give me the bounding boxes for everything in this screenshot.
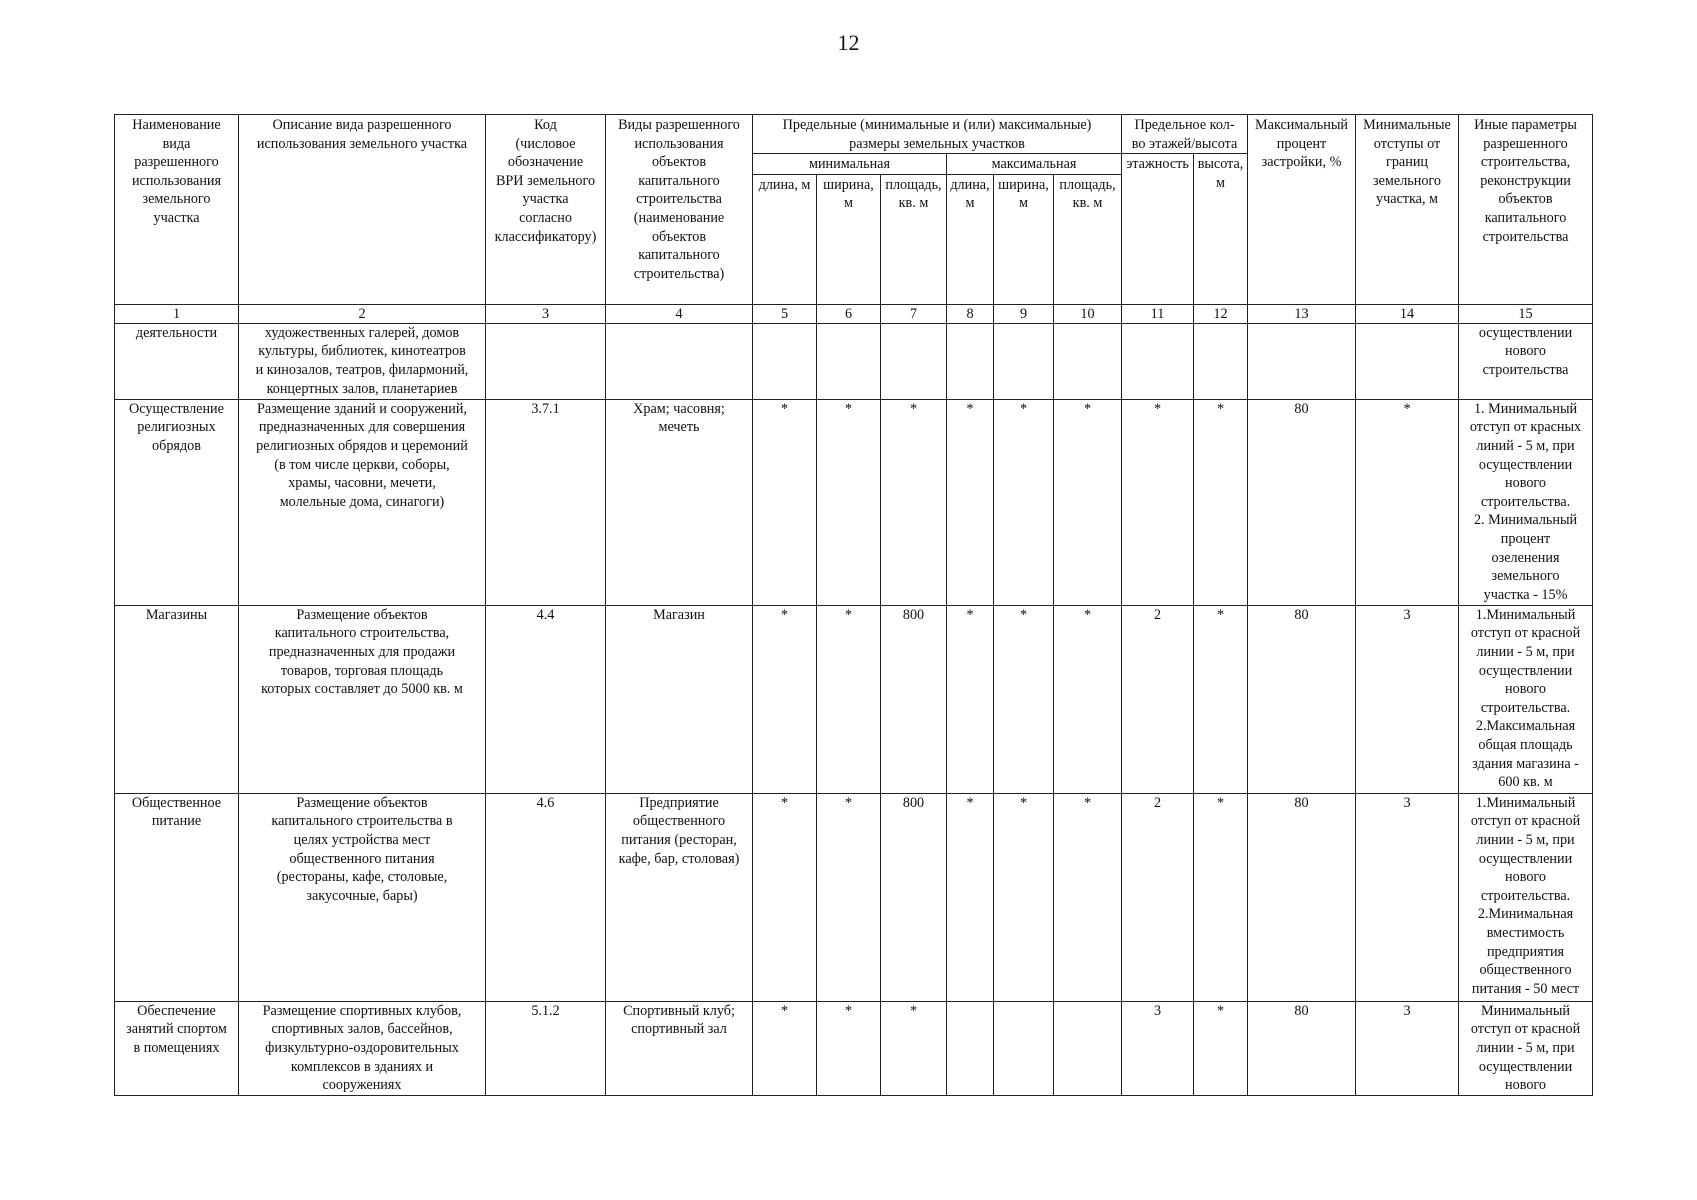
zoning-table (114, 114, 1593, 1096)
cell-other-parameters: 1. Минимальный отступ от красных линий - 5 м, при осуществлении нового строительства. 2. Минимальный процент озеленения земельного участка - 15% (1459, 399, 1593, 605)
header-max-length: длина, м (947, 174, 994, 304)
column-number: 8 (947, 304, 994, 323)
cell-height (1194, 323, 1248, 399)
column-numbers-row (115, 304, 1593, 323)
table-row (115, 605, 1593, 793)
header-vri-name: Наименование вида разрешенного использования земельного участка (115, 115, 239, 305)
cell-min-setbacks: 3 (1356, 605, 1459, 793)
header-min-width: ширина, м (817, 174, 881, 304)
cell-floors: 3 (1122, 1001, 1194, 1095)
page-number: 12 (837, 30, 860, 55)
cell-max-coverage: 80 (1248, 399, 1356, 605)
cell-min-width: * (817, 605, 881, 793)
cell-max-area: * (1054, 605, 1122, 793)
cell-other-parameters: осуществлении нового строительства (1459, 323, 1593, 399)
column-number: 11 (1122, 304, 1194, 323)
cell-other-parameters: 1.Минимальный отступ от красной линии - 5 м, при осуществлении нового строительства. 2.Минимальная вместимость предприятия общественного питания - 50 мест (1459, 793, 1593, 1001)
column-number: 12 (1194, 304, 1248, 323)
cell-min-length: * (753, 605, 817, 793)
column-number: 9 (994, 304, 1054, 323)
table-body (115, 323, 1593, 1095)
cell-max-area: * (1054, 399, 1122, 605)
cell-vri-name: Обеспечение занятий спортом в помещениях (115, 1001, 239, 1095)
table-row (115, 399, 1593, 605)
cell-height: * (1194, 1001, 1248, 1095)
cell-min-area: * (881, 399, 947, 605)
cell-max-length: * (947, 605, 994, 793)
cell-vri-code: 4.4 (486, 605, 606, 793)
table-row (115, 1001, 1593, 1095)
cell-min-width (817, 323, 881, 399)
header-height: высота, м (1194, 154, 1248, 305)
cell-max-area: * (1054, 793, 1122, 1001)
cell-vri-name: Магазины (115, 605, 239, 793)
header-min-length: длина, м (753, 174, 817, 304)
cell-height: * (1194, 793, 1248, 1001)
cell-max-coverage: 80 (1248, 605, 1356, 793)
cell-max-width: * (994, 793, 1054, 1001)
header-max-coverage: Максимальный процент застройки, % (1248, 115, 1356, 305)
cell-min-area: * (881, 1001, 947, 1095)
cell-max-coverage: 80 (1248, 793, 1356, 1001)
cell-min-length (753, 323, 817, 399)
cell-other-parameters: Минимальный отступ от красной линии - 5 м, при осуществлении нового (1459, 1001, 1593, 1095)
cell-oks-types: Спортивный клуб; спортивный зал (606, 1001, 753, 1095)
cell-min-width: * (817, 1001, 881, 1095)
cell-min-setbacks (1356, 323, 1459, 399)
header-plot-size-limits: Предельные (минимальные и (или) максимальные) размеры земельных участков (753, 115, 1122, 154)
cell-vri-description: Размещение зданий и сооружений, предназначенных для совершения религиозных обрядов и церемоний (в том числе церкви, соборы, храмы, часовни, мечети, молельные дома, синагоги) (239, 399, 486, 605)
table-row (115, 323, 1593, 399)
cell-vri-code (486, 323, 606, 399)
cell-oks-types: Магазин (606, 605, 753, 793)
cell-vri-description: художественных галерей, домов культуры, библиотек, кинотеатров и кинозалов, театров, филармоний, концертных залов, планетариев (239, 323, 486, 399)
column-number: 13 (1248, 304, 1356, 323)
cell-min-area: 800 (881, 605, 947, 793)
cell-vri-code: 3.7.1 (486, 399, 606, 605)
header-floors-height-limits: Предельное кол- во этажей/высота (1122, 115, 1248, 154)
cell-floors: 2 (1122, 793, 1194, 1001)
cell-min-length: * (753, 793, 817, 1001)
cell-oks-types: Храм; часовня; мечеть (606, 399, 753, 605)
cell-min-setbacks: * (1356, 399, 1459, 605)
header-other-parameters: Иные параметры разрешенного строительства, реконструкции объектов капитального строительства (1459, 115, 1593, 305)
cell-max-length (947, 1001, 994, 1095)
cell-max-area (1054, 323, 1122, 399)
column-number: 4 (606, 304, 753, 323)
cell-vri-name: Общественное питание (115, 793, 239, 1001)
cell-oks-types: Предприятие общественного питания (ресторан, кафе, бар, столовая) (606, 793, 753, 1001)
cell-vri-code: 5.1.2 (486, 1001, 606, 1095)
cell-max-width (994, 323, 1054, 399)
column-number: 7 (881, 304, 947, 323)
header-vri-description: Описание вида разрешенного использования земельного участка (239, 115, 486, 305)
cell-min-area (881, 323, 947, 399)
column-number: 1 (115, 304, 239, 323)
cell-oks-types (606, 323, 753, 399)
table-header (115, 115, 1593, 324)
cell-min-setbacks: 3 (1356, 793, 1459, 1001)
cell-max-length: * (947, 399, 994, 605)
cell-max-coverage (1248, 323, 1356, 399)
header-max-width: ширина, м (994, 174, 1054, 304)
cell-height: * (1194, 399, 1248, 605)
table-row (115, 793, 1593, 1001)
cell-max-length (947, 323, 994, 399)
header-oks-types: Виды разрешенного использования объектов капитального строительства (наименование объектов капитального строительства) (606, 115, 753, 305)
column-number: 15 (1459, 304, 1593, 323)
cell-max-width (994, 1001, 1054, 1095)
cell-max-area (1054, 1001, 1122, 1095)
cell-max-length: * (947, 793, 994, 1001)
cell-height: * (1194, 605, 1248, 793)
cell-max-width: * (994, 605, 1054, 793)
cell-floors: * (1122, 399, 1194, 605)
column-number: 10 (1054, 304, 1122, 323)
column-number: 6 (817, 304, 881, 323)
cell-vri-description: Размещение объектов капитального строительства, предназначенных для продажи товаров, торговая площадь которых составляет до 5000 кв. м (239, 605, 486, 793)
column-number: 5 (753, 304, 817, 323)
cell-vri-name: Осуществление религиозных обрядов (115, 399, 239, 605)
cell-min-length: * (753, 399, 817, 605)
cell-max-coverage: 80 (1248, 1001, 1356, 1095)
header-min-setbacks: Минимальные отступы от границ земельного участка, м (1356, 115, 1459, 305)
cell-min-length: * (753, 1001, 817, 1095)
header-minimum: минимальная (753, 154, 947, 175)
header-floors: этажность (1122, 154, 1194, 305)
cell-other-parameters: 1.Минимальный отступ от красной линии - 5 м, при осуществлении нового строительства. 2.Максимальная общая площадь здания магазина - 600 кв. м (1459, 605, 1593, 793)
header-maximum: максимальная (947, 154, 1122, 175)
cell-vri-code: 4.6 (486, 793, 606, 1001)
header-max-area: площадь, кв. м (1054, 174, 1122, 304)
cell-vri-description: Размещение объектов капитального строительства в целях устройства мест общественного питания (рестораны, кафе, столовые, закусочные, бары) (239, 793, 486, 1001)
column-number: 14 (1356, 304, 1459, 323)
header-min-area: площадь, кв. м (881, 174, 947, 304)
cell-min-setbacks: 3 (1356, 1001, 1459, 1095)
cell-min-area: 800 (881, 793, 947, 1001)
cell-floors (1122, 323, 1194, 399)
cell-floors: 2 (1122, 605, 1194, 793)
cell-min-width: * (817, 399, 881, 605)
column-number: 2 (239, 304, 486, 323)
cell-vri-description: Размещение спортивных клубов, спортивных залов, бассейнов, физкультурно-оздоровительных комплексов в зданиях и сооружениях (239, 1001, 486, 1095)
cell-max-width: * (994, 399, 1054, 605)
cell-min-width: * (817, 793, 881, 1001)
column-number: 3 (486, 304, 606, 323)
cell-vri-name: деятельности (115, 323, 239, 399)
header-vri-code: Код (числовое обозначение ВРИ земельного участка согласно классификатору) (486, 115, 606, 305)
